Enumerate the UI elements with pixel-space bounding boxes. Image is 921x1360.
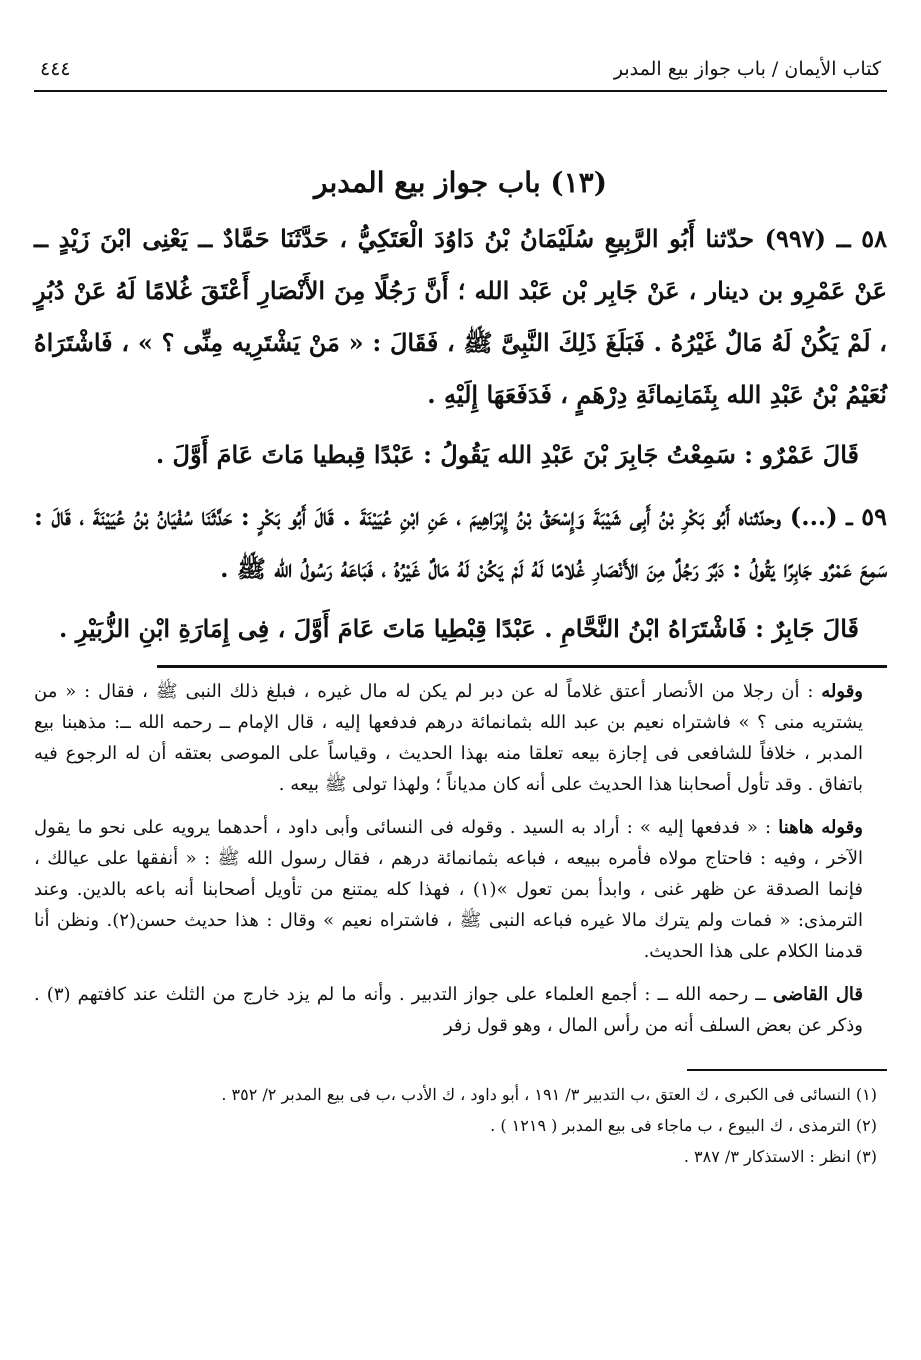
- commentary-lead: وقوله: [821, 681, 863, 702]
- commentary-text: : « فدفعها إليه » : أراد به السيد . وقوله فى النسائى وأبى داود ، أحدهما يرويه على نحو ما يقول الآخر ، وفيه : فاحتاج مولاه فأمره ببيعه ، فباعه بثمانمائة درهم ، فقال رسول الله ﷺ : « أنفقها على عيالك ، فإنما الصدقة عن ظهر غنى ، وابدأ بمن تعول »(١) ، فهذا كله يمتنع من تأويل أصحابنا أنه باعه بالدين. وعند الترمذى: « فمات ولم يترك مالا غيره فباعه النبى ﷺ ، فاشتراه نعيم » وقال : هذا حديث حسن(٢). ونظن أنا قدمنا الكلام على هذا الحديث.: [34, 817, 863, 962]
- hadith-58: ٥٨ ــ (٩٩٧) حدّثنا أَبُو الرَّبِيعِ سُلَيْمَانُ بْنُ دَاوُدَ الْعَتَكِيُّ ، حَدَّثَنَا حَمَّادٌ ــ يَعْنِى ابْنَ زَيْدٍ ــ عَنْ عَمْرِو بن دينار ، عَنْ جَابِر بْن عَبْد الله ؛ أَنَّ رَجُلًا مِنَ الأَنْصَارِ أَعْتَقَ غُلامًا لَهُ عَنْ دُبُرٍ ، لَمْ يَكُنْ لَهُ مَالٌ غَيْرُهُ . فَبَلَغَ ذَلِكَ النَّبِىَّ ﷺ ، فَقَالَ : « مَنْ يَشْتَرِيه مِنِّى ؟ » ، فَاشْتَرَاهُ نُعَيْمُ بْنُ عَبْدِ الله بِثَمَانِمائَةِ دِرْهَمٍ ، فَدَفَعَهَا إِلَيْهِ .: [34, 224, 887, 409]
- commentary-paragraph: [34, 676, 887, 800]
- hadith-59: ٥٩ ــ (...) وحدّثناه أَبُو بَكْرِ بْنُ أَبِى شَيْبَةَ وَإِسْحَقُ بْنُ إِبْرَاهِيمَ ، عَنِ ابْنِ عُيَيْنَةَ . قَالَ أَبُو بَكْرٍ : حَدَّثَنَا سُفْيَانُ بْنُ عُيَيْنَةَ ، قَالَ : سَمِعَ عَمْرٌو جَابِرًا يَقُولُ : دَبَّرَ رَجُلٌ مِنَ الأَنْصَارِ غُلامًا لَهُ لَمْ يَكُنْ لَهُ مَالٌ غَيْرُهُ ، فَبَاعَهُ رَسُولُ الله ﷺ .: [34, 502, 887, 583]
- chapter-title: (١٣) باب جواز بيع المدبر: [314, 166, 607, 199]
- commentary-lead: وقوله هاهنا: [778, 817, 863, 838]
- footnote-2: (٢) الترمذى ، ك البيوع ، ب ماجاء فى بيع المدبر ( ١٢١٩ ) .: [490, 1116, 877, 1135]
- hadith-59-addendum: قَالَ جَابِرٌ : فَاشْتَرَاهُ ابْنُ النَّحَّامِ . عَبْدًا قِبْطِيا مَاتَ عَامَ أَوَّلَ ، فِى إِمَارَةِ ابْنِ الزُّبَيْرِ .: [59, 614, 859, 643]
- footnote-1: (١) النسائى فى الكبرى ، ك العتق ،ب التدبير ٣/ ١٩١ ، أبو داود ، ك الأدب ،ب فى بيع المدبر ٢/ ٣٥٢ .: [221, 1085, 877, 1104]
- commentary-text: : أن رجلا من الأنصار أعتق غلاماً له عن دبر لم يكن له مال غيره ، فبلغ ذلك النبى ﷺ ، فقال : « من يشتريه منى ؟ » فاشتراه نعيم بن عبد الله بثمانمائة درهم فدفعها إليه ، قال الإمام ــ رحمه الله ــ: مذهبنا بيع المدبر ، خلافاً للشافعى فى إجازة بيعه تعلقا منه بهذا الحديث ، وقياساً على الموصى بعتقه أن له الرجوع فيه باتفاق . وقد تأول أصحابنا هذا الحديث على أنه كان مدياناً ؛ ولهذا تولى ﷺ بيعه .: [34, 681, 863, 795]
- header-divider: [34, 90, 887, 92]
- commentary-paragraph: [34, 812, 887, 967]
- page-number: ٤٤٤: [40, 58, 71, 80]
- commentary-divider: [157, 665, 887, 668]
- running-header: [34, 58, 887, 80]
- commentary-text: ــ رحمه الله ــ : أجمع العلماء على جواز التدبير . وأنه ما لم يزد خارج من الثلث عند كافتهم (٣) . وذكر عن بعض السلف أنه من رأس المال ، وهو قول زفر: [34, 984, 863, 1036]
- footnote-divider: [687, 1069, 887, 1071]
- commentary-lead: قال القاضى: [772, 984, 864, 1005]
- hadith-58-addendum: قَالَ عَمْرٌو : سَمِعْتُ جَابِرَ بْنَ عَبْدِ الله يَقُولُ : عَبْدًا قِبطيا مَاتَ عَامَ أَوَّلَ .: [155, 440, 859, 469]
- footnote-3: (٣) انظر : الاستذكار ٣/ ٣٨٧ .: [683, 1147, 877, 1166]
- commentary-paragraph: [34, 979, 887, 1041]
- running-title: كتاب الأيمان / باب جواز بيع المدبر: [613, 58, 881, 80]
